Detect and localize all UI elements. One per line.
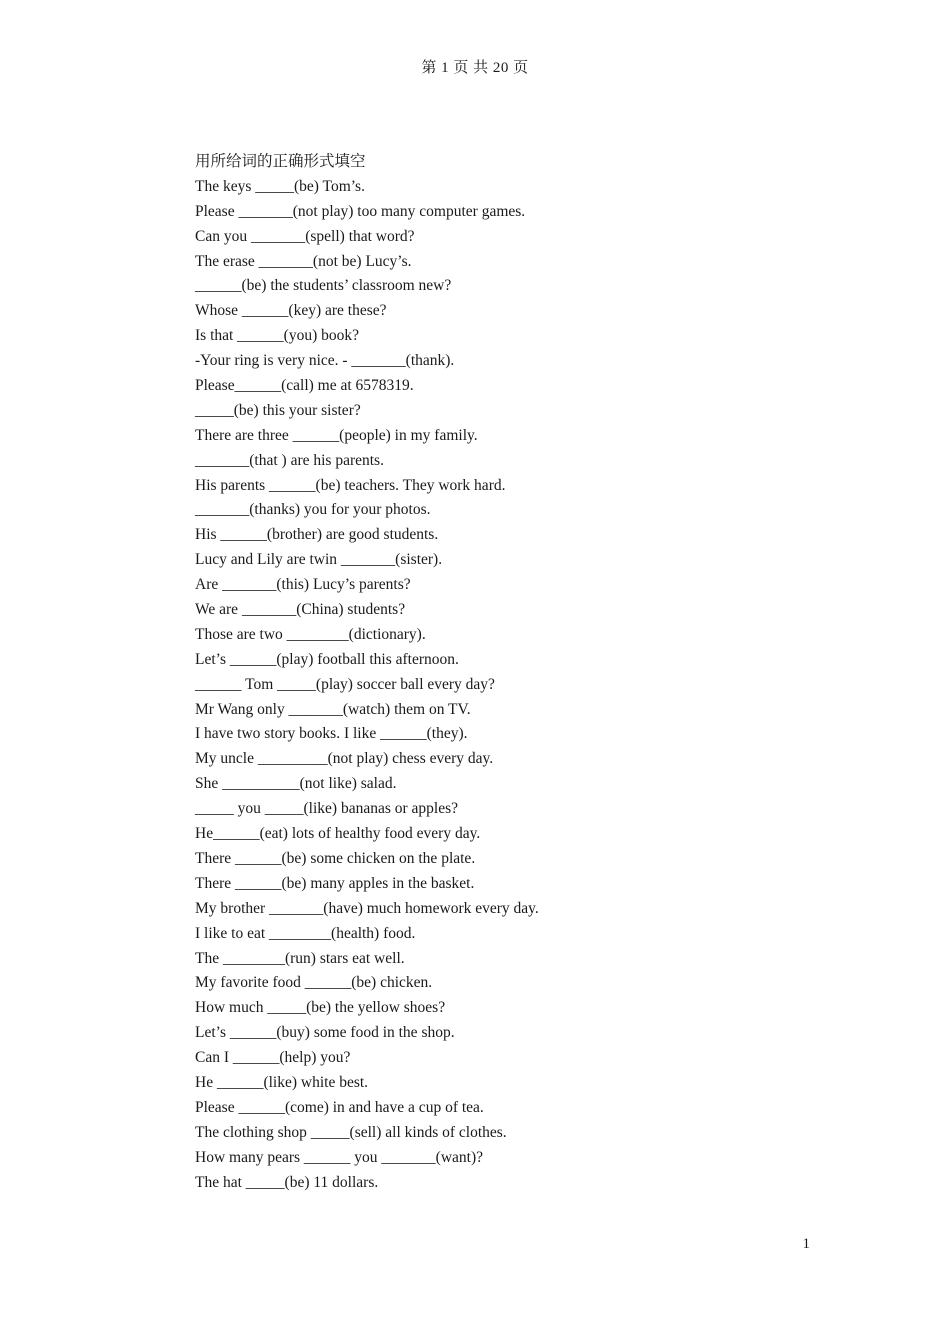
exercise-item: My brother _______(have) much homework every day. (195, 899, 539, 917)
exercise-item: Let’s ______(buy) some food in the shop. (195, 1024, 455, 1042)
exercise-item: The erase _______(not be) Lucy’s. (195, 252, 412, 270)
exercise-item: _____(be) this your sister? (195, 401, 361, 419)
exercise-item: How much _____(be) the yellow shoes? (195, 999, 446, 1017)
page-header: 第 1 页 共 20 页 (421, 60, 529, 76)
exercise-item: Lucy and Lily are twin _______(sister). (195, 551, 443, 569)
exercise-item: He ______(like) white best. (195, 1073, 369, 1091)
exercise-item: I like to eat ________(health) food. (195, 924, 416, 942)
exercise-item: The hat _____(be) 11 dollars. (195, 1173, 379, 1191)
exercise-item: ______(be) the students’ classroom new? (195, 277, 452, 295)
exercise-item: The clothing shop _____(sell) all kinds of clothes. (195, 1123, 507, 1141)
exercise-item: The keys _____(be) Tom’s. (195, 177, 365, 195)
exercise-item: His parents ______(be) teachers. They work hard. (195, 476, 506, 494)
exercise-item: His ______(brother) are good students. (195, 526, 439, 544)
exercise-item: I have two story books. I like ______(they). (195, 725, 468, 743)
page-number: 1 (802, 1236, 810, 1252)
exercise-item: Is that ______(you) book? (195, 327, 360, 345)
exercise-item: Mr Wang only _______(watch) them on TV. (195, 700, 471, 718)
exercise-item: _____ you _____(like) bananas or apples? (195, 800, 459, 818)
exercise-item: Please______(call) me at 6578319. (195, 377, 414, 395)
exercise-item: There are three ______(people) in my family. (195, 426, 478, 444)
exercise-item: How many pears ______ you _______(want)? (195, 1148, 483, 1166)
document-body (195, 150, 755, 1195)
document-title: 用所给词的正确形式填空 (195, 153, 366, 170)
exercise-item: Let’s ______(play) football this afternoon. (195, 650, 459, 668)
exercise-item: The ________(run) stars eat well. (195, 949, 405, 967)
exercise-item: -Your ring is very nice. - _______(thank). (195, 352, 455, 370)
exercise-item: There ______(be) some chicken on the plate. (195, 849, 476, 867)
exercise-item: There ______(be) many apples in the basket. (195, 874, 475, 892)
exercise-item: Please ______(come) in and have a cup of tea. (195, 1098, 484, 1116)
exercise-item: _______(that ) are his parents. (195, 451, 384, 469)
exercise-item: ______ Tom _____(play) soccer ball every day? (195, 675, 495, 693)
exercise-item: My favorite food ______(be) chicken. (195, 974, 433, 992)
exercise-item: My uncle _________(not play) chess every day. (195, 750, 494, 768)
exercise-item: Those are two ________(dictionary). (195, 625, 426, 643)
exercise-item: We are _______(China) students? (195, 601, 406, 619)
exercise-item: _______(thanks) you for your photos. (195, 501, 431, 519)
exercise-list (195, 175, 755, 1196)
exercise-item: He______(eat) lots of healthy food every day. (195, 825, 481, 843)
exercise-item: Please _______(not play) too many computer games. (195, 202, 526, 220)
exercise-item: Are _______(this) Lucy’s parents? (195, 576, 411, 594)
exercise-item: Can you _______(spell) that word? (195, 227, 415, 245)
exercise-item: She __________(not like) salad. (195, 775, 397, 793)
exercise-item: Can I ______(help) you? (195, 1049, 351, 1067)
exercise-item: Whose ______(key) are these? (195, 302, 387, 320)
